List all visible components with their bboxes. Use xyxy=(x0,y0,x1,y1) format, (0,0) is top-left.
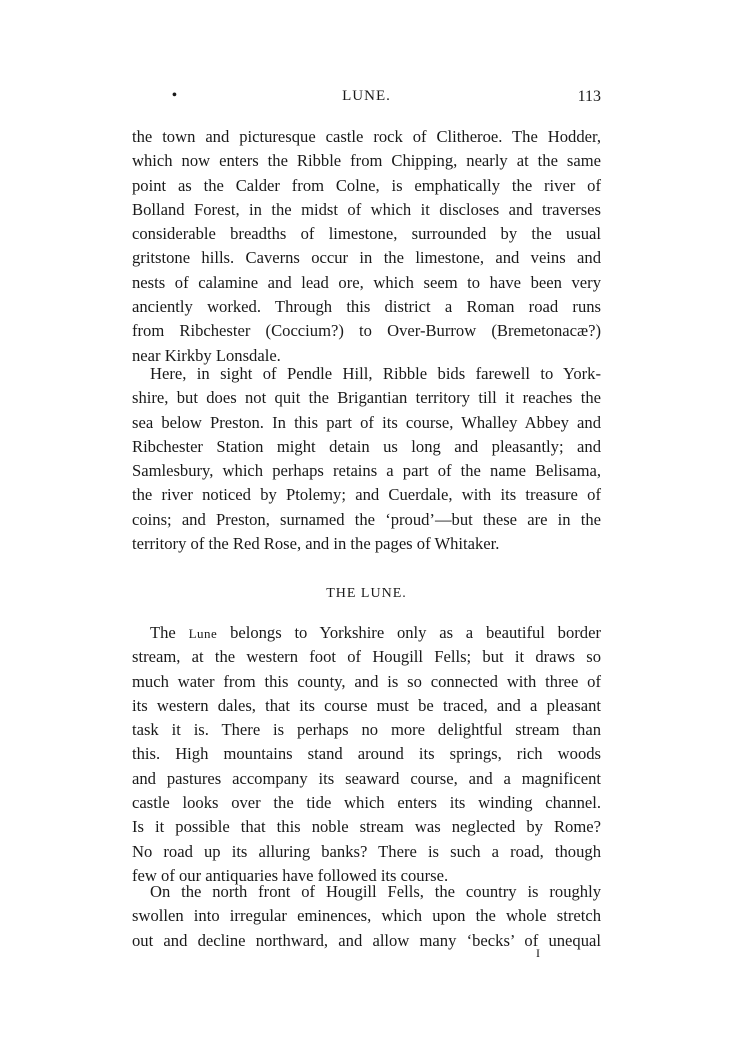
text-line: which now enters the Ribble from Chipping, nearly at the same xyxy=(132,151,601,171)
text-line: the river noticed by Ptolemy; and Cuerdale, with its treasure of xyxy=(132,485,601,505)
running-title: LUNE. xyxy=(342,88,391,104)
text-line: No road up its alluring banks? There is such a road, though xyxy=(132,841,601,861)
text-line: territory of the Red Rose, and in the pages of Whitaker. xyxy=(132,534,500,554)
text-line: Is it possible that this noble stream was neglected by Rome? xyxy=(132,817,601,837)
text-line: much water from this county, and is so connected with three of xyxy=(132,671,601,691)
text-line: this. High mountains stand around its springs, rich woods xyxy=(132,744,601,764)
text-line: anciently worked. Through this district a Roman road runs xyxy=(132,297,601,317)
header-bullet: • xyxy=(172,88,177,103)
paragraph-4 xyxy=(132,880,601,953)
text-line: castle looks over the tide which enters its winding channel. xyxy=(132,793,601,813)
text-line: its western dales, that its course must be traced, and a pleasant xyxy=(132,695,601,715)
text-line-first xyxy=(132,621,601,645)
lead-in-word: The xyxy=(150,623,176,642)
text-line: from Ribchester (Coccium?) to Over-Burrow (Bremetonacæ?) xyxy=(132,321,601,341)
text-line: shire, but does not quit the Brigantian territory till it reaches the xyxy=(132,388,601,408)
page-number: 113 xyxy=(577,88,601,105)
text-line: Ribchester Station might detain us long and pleasantly; and xyxy=(132,436,601,456)
signature-mark: I xyxy=(536,946,540,960)
text-line: near Kirkby Lonsdale. xyxy=(132,345,281,365)
text-line: gritstone hills. Caverns occur in the limestone, and veins and xyxy=(132,248,601,268)
text-line: Here, in sight of Pendle Hill, Ribble bids farewell to York- xyxy=(150,364,601,383)
text-line: the town and picturesque castle rock of Clitheroe. The Hodder, xyxy=(132,127,601,146)
text-line: swollen into irregular eminences, which upon the whole stretch xyxy=(132,906,601,926)
text-line: Bolland Forest, in the midst of which it discloses and traverses xyxy=(132,199,601,219)
text-line: nests of calamine and lead ore, which seem to have been very xyxy=(132,272,601,292)
section-heading: THE LUNE. xyxy=(326,586,407,601)
text-line: coins; and Preston, surnamed the ‘proud’—but these are in the xyxy=(132,509,601,529)
paragraph-2 xyxy=(132,362,601,556)
paragraph-1 xyxy=(132,125,601,368)
text-line: point as the Calder from Colne, is emphatically the river of xyxy=(132,175,601,195)
text-line: Samlesbury, which perhaps retains a part of the name Belisama, xyxy=(132,461,601,481)
paragraph-3 xyxy=(132,621,601,888)
first-line-rest: belongs to Yorkshire only as a beautiful border xyxy=(230,623,601,642)
running-header xyxy=(132,88,601,110)
small-caps-word: Lune xyxy=(188,626,218,641)
text-line: and pastures accompany its seaward course, and a magnificent xyxy=(132,768,601,788)
text-line: On the north front of Hougill Fells, the country is roughly xyxy=(150,882,601,901)
text-line: stream, at the western foot of Hougill Fells; but it draws so xyxy=(132,647,601,667)
text-line: considerable breadths of limestone, surrounded by the usual xyxy=(132,224,601,244)
text-line: out and decline northward, and allow many ‘becks’ of unequal xyxy=(132,930,601,950)
text-line: task it is. There is perhaps no more delightful stream than xyxy=(132,720,601,740)
text-line: few of our antiquaries have followed its course. xyxy=(132,865,449,885)
text-line: sea below Preston. In this part of its course, Whalley Abbey and xyxy=(132,412,601,432)
